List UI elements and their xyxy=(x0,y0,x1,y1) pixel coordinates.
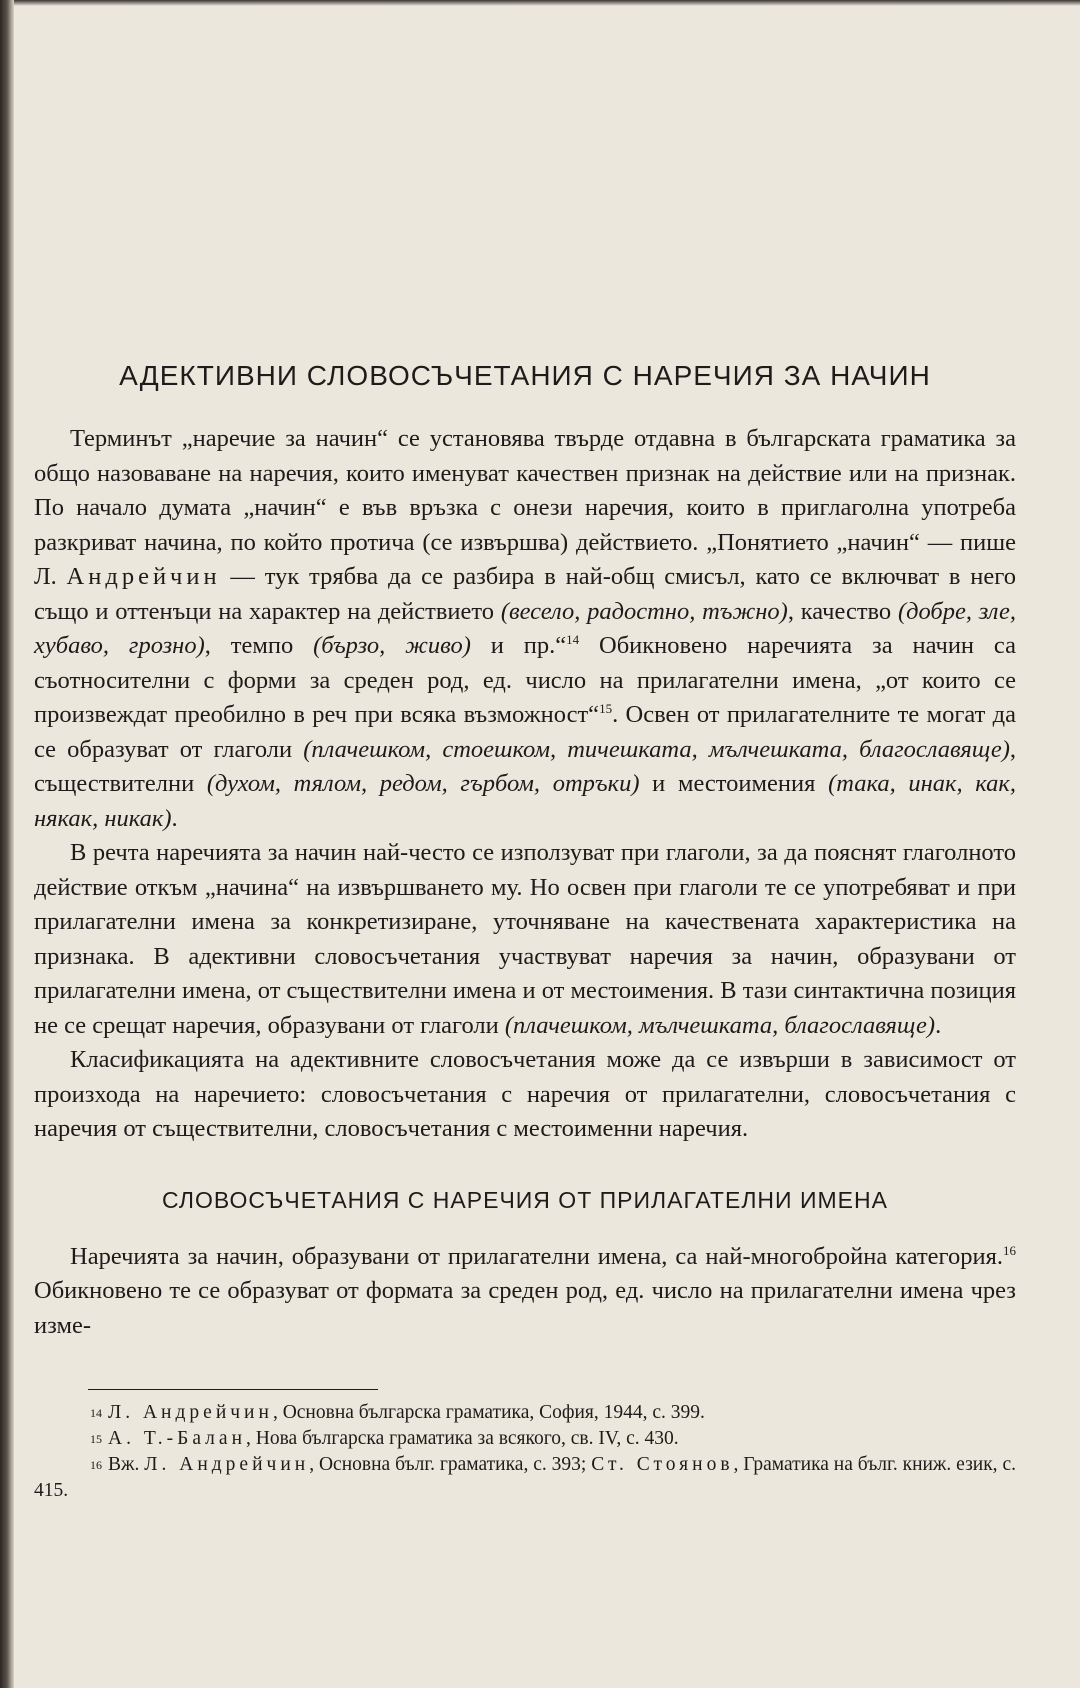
p1-text-2: — тук трябва да се разбира в най-общ смисъл, като се включват в него също и оттенъци на характер на действието xyxy=(34,563,1016,625)
p2-text-2: . xyxy=(935,1011,942,1039)
p1-example-pronouns: (така, инак, как, някак, никак) xyxy=(34,770,1016,832)
p1-text-5: и пр.“ xyxy=(470,632,567,659)
footnote-16 xyxy=(34,1452,1016,1503)
p2-text-1: В речта наречията за начин най-често се използуват при глаголи, за да пояснят глаголното действие откъм „начина“ на извършването му. Но освен при глаголи те се употребяват и при прилагателни имена за конкретизиране, уточняване на качествената характеристика на признака. В адективни словосъчетания участвуват наречия за начин, образувани от прилагателни имена, от съществителни имена и от местоимения. В тази синтактична позиция не се срещат наречия, образувани от глаголи xyxy=(34,839,1016,1039)
footnote-16-author: Л. Андрейчин xyxy=(144,1454,310,1476)
footnote-15-number: 15 xyxy=(90,1432,102,1447)
chapter-title: АДЕКТИВНИ СЛОВОСЪЧЕТАНИЯ С НАРЕЧИЯ ЗА НАЧИН xyxy=(119,360,931,391)
footnote-14 xyxy=(34,1400,1016,1426)
footnote-ref-16: 16 xyxy=(1003,1242,1016,1258)
footnote-15-author: А. Т.-Балан xyxy=(108,1428,247,1450)
footnote-14-text: , Основна българска граматика, София, 1944, с. 399. xyxy=(272,1402,705,1423)
paragraph-1 xyxy=(34,422,1016,836)
p2-example-verbs: (плачешком, мълчешката, благославяще) xyxy=(504,1011,936,1039)
book-spine-shadow xyxy=(0,0,14,1688)
p4-text-2: Обикновено те се образуват от формата за среден род, ед. число на прилагателни имена чрез изме- xyxy=(34,1277,1016,1339)
p1-author-andreychin: Андрейчин xyxy=(66,563,221,590)
page-top-edge xyxy=(0,0,1080,6)
p4-text-1: Наречията за начин, образувани от прилагателни имена, са най-многобройна категория. xyxy=(70,1242,1003,1270)
paragraph-4 xyxy=(34,1240,1016,1344)
footnote-ref-14: 14 xyxy=(566,631,580,647)
paragraph-3: Класификацията на адективните словосъчетания може да се извърши в зависимост от произхода на наречието: словосъчетания с наречия от прилагателни, словосъчетания с наречия от съществителни, словосъчетания с местоименни наречия. xyxy=(34,1046,1016,1142)
footnote-16-number: 16 xyxy=(90,1458,102,1473)
footnote-ref-15: 15 xyxy=(599,700,613,716)
p1-text-3: , качество xyxy=(787,597,898,625)
p1-text-10: . xyxy=(171,804,178,832)
p1-text-4: , темпо xyxy=(204,632,314,659)
footnote-16-middle: , Основна бълг. граматика, с. 393; xyxy=(309,1454,592,1476)
p1-example-nouns: (духом, тялом, редом, гърбом, отръки) xyxy=(206,770,640,797)
footnote-15 xyxy=(34,1426,1016,1452)
footnote-16-text: , Граматика на бълг. книж. език, с. 415. xyxy=(34,1454,1016,1502)
p1-text-1: Терминът „наречие за начин“ се установява твърде отдавна в българската граматика за общо назоваване на наречия, които именуват качествен признак на действие или на признак. По начало думата „начин“ е във връзка с онези наречия, които в приглаголна употреба разкриват начина, по който протича (се извършва) действието. „Понятието „начин“ — пише Л. xyxy=(34,425,1016,590)
footnote-14-author: Л. Андрейчин xyxy=(108,1402,273,1423)
footnote-divider xyxy=(88,1389,378,1390)
p1-example-character: (весело, радостно, тъжно) xyxy=(500,597,788,625)
p1-text-8: , съществителни xyxy=(34,735,1016,797)
footnote-14-number: 14 xyxy=(90,1406,102,1421)
footnote-15-text: , Нова българска граматика за всякого, св. IV, с. 430. xyxy=(246,1428,679,1450)
section-subtitle: СЛОВОСЪЧЕТАНИЯ С НАРЕЧИЯ ОТ ПРИЛАГАТЕЛНИ ИМЕНА xyxy=(162,1186,888,1213)
p1-example-verbs: (плачешком, стоешком, тичешката, мълчешката, благославяще) xyxy=(303,735,1010,763)
page-body xyxy=(34,360,1016,1503)
paragraph-2 xyxy=(34,836,1016,1043)
p1-example-tempo: (бързо, живо) xyxy=(313,632,471,659)
p1-text-9: и местоимения xyxy=(639,770,829,797)
p1-text-7: . Освен от прилагателните те могат да се образуват от глаголи xyxy=(34,701,1016,763)
p1-text-6: Обикновено наречията за начин са съотносителни с форми за среден род, ед. число на прилагателни имена, „от които се произвеждат преобилно в реч при всяка възможност“ xyxy=(34,632,1016,728)
footnote-16-prefix: Вж. xyxy=(108,1454,145,1476)
footnote-16-author-2: Ст. Стоянов xyxy=(591,1454,734,1476)
p1-example-quality: (добре, зле, хубаво, грозно) xyxy=(34,597,1016,659)
